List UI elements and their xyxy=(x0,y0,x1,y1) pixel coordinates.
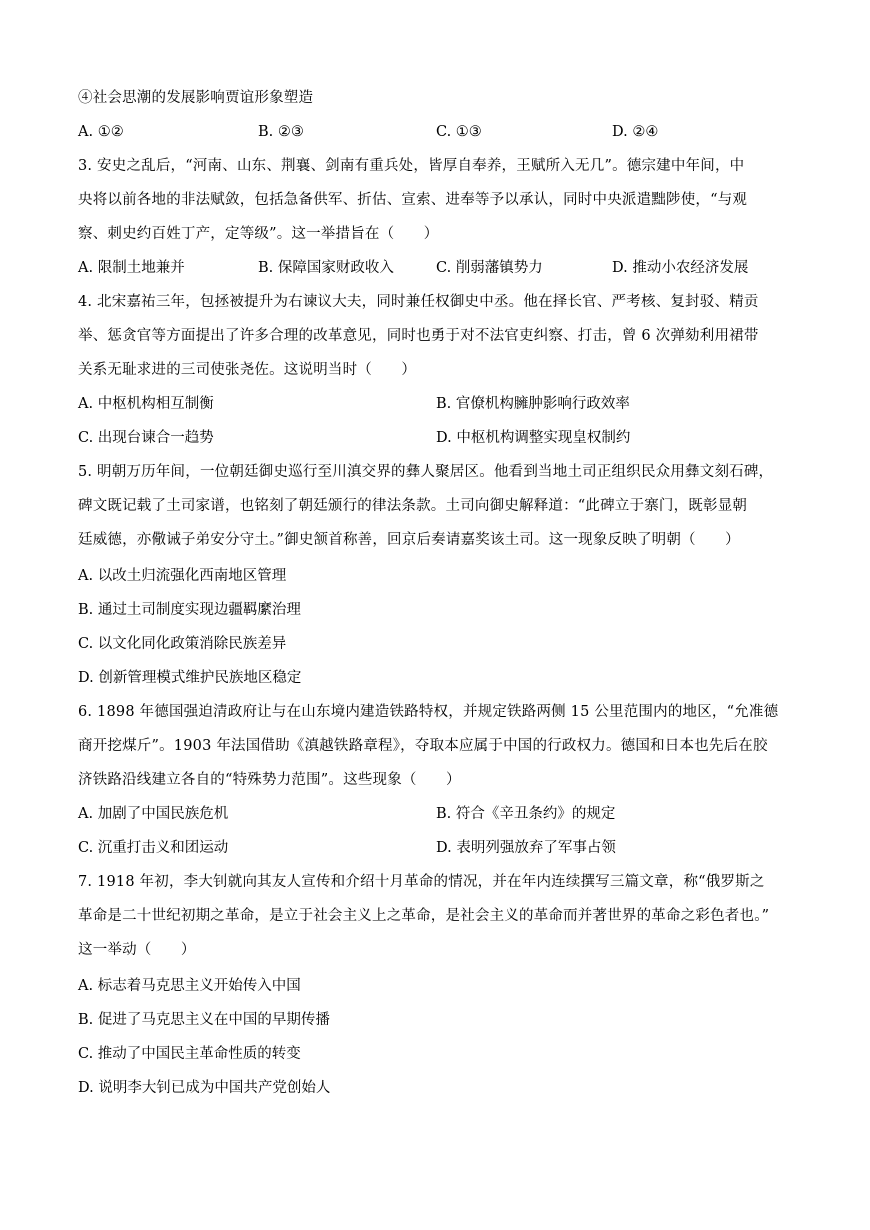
q3-stem-line-1: 3. 安史之乱后，“河南、山东、荆襄、剑南有重兵处，皆厚自奉养，王赋所入无几”。德宗建中年间，中 xyxy=(78,158,745,174)
q4-option-a: A. 中枢机构相互制衡 xyxy=(78,396,214,412)
q4-option-d: D. 中枢机构调整实现皇权制约 xyxy=(436,430,631,446)
q5-option-a: A. 以改土归流强化西南地区管理 xyxy=(78,568,287,584)
q6-option-a: A. 加剧了中国民族危机 xyxy=(78,806,229,822)
q7-option-b: B. 促进了马克思主义在中国的早期传播 xyxy=(78,1012,330,1028)
q6-option-b: B. 符合《辛丑条约》的规定 xyxy=(436,806,616,822)
q5-option-d: D. 创新管理模式维护民族地区稳定 xyxy=(78,670,302,686)
q3-option-c: C. 削弱藩镇势力 xyxy=(436,260,543,276)
q5-stem-line-3: 廷威德，亦儆诫子弟安分守土。”御史颔首称善，回京后奏请嘉奖该土司。这一现象反映了明朝（ ） xyxy=(78,532,740,548)
q2-item-4: ④社会思潮的发展影响贾谊形象塑造 xyxy=(78,90,314,106)
q7-stem-line-3: 这一举动（ ） xyxy=(78,942,196,958)
q6-stem-line-2: 商开挖煤斤”。1903 年法国借助《滇越铁路章程》，夺取本应属于中国的行政权力。德国和日本也先后在胶 xyxy=(78,738,768,754)
q7-stem-line-1: 7. 1918 年初，李大钊就向其友人宣传和介绍十月革命的情况，并在年内连续撰写三篇文章，称“俄罗斯之 xyxy=(78,874,765,890)
q7-option-d: D. 说明李大钊已成为中国共产党创始人 xyxy=(78,1080,331,1096)
q3-option-b: B. 保障国家财政收入 xyxy=(258,260,394,276)
q2-option-c: C. ①③ xyxy=(436,124,482,140)
q7-stem-line-2: 革命是二十世纪初期之革命，是立于社会主义上之革命，是社会主义的革命而并著世界的革命之彩色者也。” xyxy=(78,908,770,924)
q6-option-c: C. 沉重打击义和团运动 xyxy=(78,840,229,856)
q2-option-b: B. ②③ xyxy=(258,124,304,140)
q4-stem-line-2: 举、惩贪官等方面提出了许多合理的改革意见，同时也勇于对不法官吏纠察、打击，曾 6 次弹劾利用裙带 xyxy=(78,328,759,344)
q4-stem-line-3: 关系无耻求进的三司使张尧佐。这说明当时（ ） xyxy=(78,362,417,378)
q3-option-d: D. 推动小农经济发展 xyxy=(612,260,749,276)
q4-stem-line-1: 4. 北宋嘉祐三年，包拯被提升为右谏议大夫，同时兼任权御史中丞。他在择长官、严考核、复封驳、精贡 xyxy=(78,294,759,310)
q3-stem-line-2: 央将以前各地的非法赋敛，包括急备供军、折估、宣索、进奉等予以承认，同时中央派遣黜陟使，“与观 xyxy=(78,192,748,208)
q6-option-d: D. 表明列强放弃了军事占领 xyxy=(436,840,616,856)
q5-option-c: C. 以文化同化政策消除民族差异 xyxy=(78,636,287,652)
q2-option-a: A. ①② xyxy=(78,124,124,140)
q4-option-b: B. 官僚机构臃肿影响行政效率 xyxy=(436,396,630,412)
q5-stem-line-2: 碑文既记载了土司家谱，也铭刻了朝廷颁行的律法条款。土司向御史解释道：“此碑立于寨门，既彰显朝 xyxy=(78,498,748,514)
q2-option-d: D. ②④ xyxy=(612,124,659,140)
q6-stem-line-1: 6. 1898 年德国强迫清政府让与在山东境内建造铁路特权，并规定铁路两侧 15 公里范围内的地区，“允准德 xyxy=(78,704,779,720)
q6-stem-line-3: 济铁路沿线建立各自的“特殊势力范围”。这些现象（ ） xyxy=(78,772,461,788)
q3-stem-line-3: 察、刺史约百姓丁产，定等级”。这一举措旨在（ ） xyxy=(78,226,439,242)
q7-option-a: A. 标志着马克思主义开始传入中国 xyxy=(78,978,301,994)
q5-option-b: B. 通过土司制度实现边疆羁縻治理 xyxy=(78,602,301,618)
q7-option-c: C. 推动了中国民主革命性质的转变 xyxy=(78,1046,301,1062)
q3-option-a: A. 限制土地兼并 xyxy=(78,260,185,276)
q5-stem-line-1: 5. 明朝万历年间，一位朝廷御史巡行至川滇交界的彝人聚居区。他看到当地土司正组织民众用彝文刻石碑， xyxy=(78,464,774,480)
q4-option-c: C. 出现台谏合一趋势 xyxy=(78,430,214,446)
